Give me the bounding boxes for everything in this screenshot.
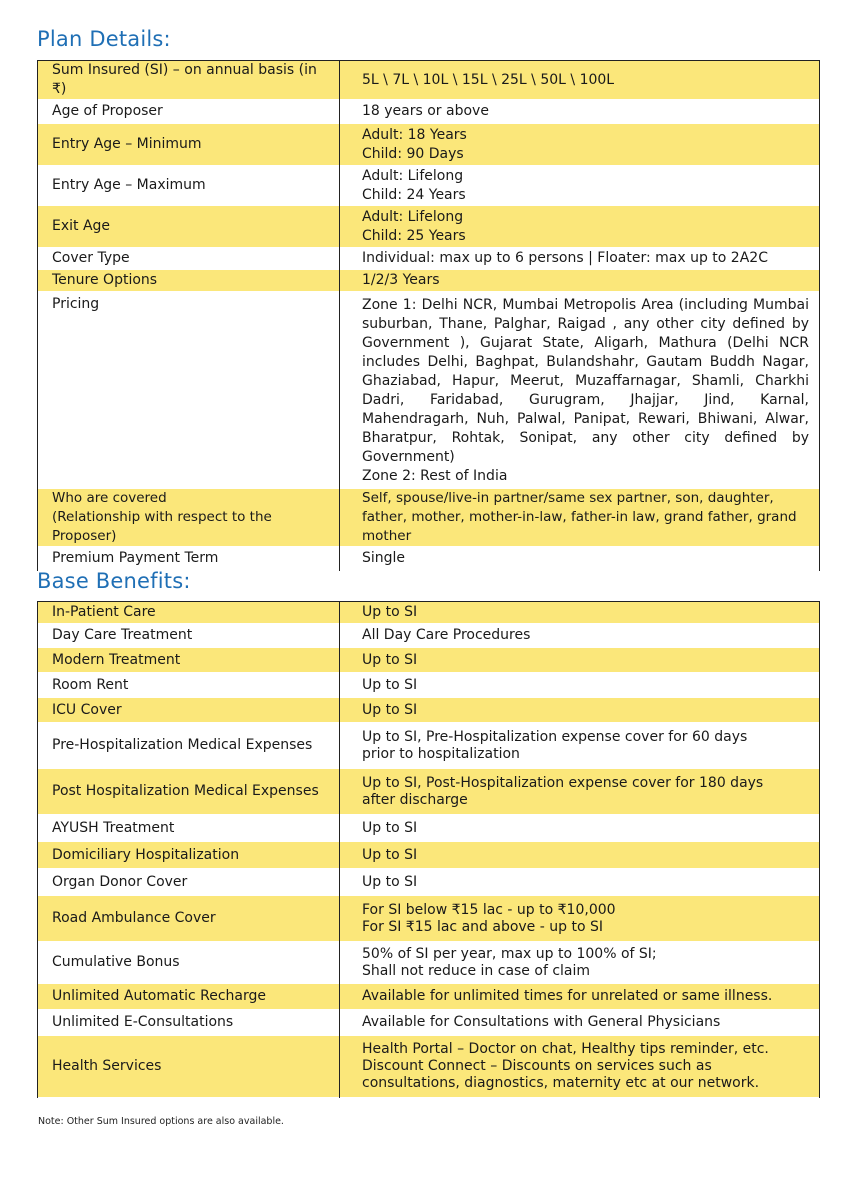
row-label: Road Ambulance Cover [38,896,340,942]
row-label: Premium Payment Term [38,547,340,571]
table-row [38,842,820,869]
table-row [38,942,820,984]
row-label: Cover Type [38,248,340,270]
row-value: Single [340,547,820,571]
row-label: Who are covered (Relationship with respect to the Proposer) [38,489,340,547]
row-value: Individual: max up to 6 persons | Floater: max up to 2A2C [340,248,820,270]
table-row [38,206,820,248]
table-row [38,248,820,270]
table-row [38,815,820,842]
table-row [38,602,820,624]
table-row [38,292,820,489]
row-value: Up to SI [340,869,820,896]
row-label: Room Rent [38,673,340,698]
table-row [38,270,820,292]
row-label: Post Hospitalization Medical Expenses [38,769,340,815]
row-value: Health Portal – Doctor on chat, Healthy tips reminder, etc. Discount Connect – Discounts on services such as consultations, diagnostics, maternity etc at our network. [340,1036,820,1098]
table-row [38,624,820,648]
row-value: Self, spouse/live-in partner/same sex partner, son, daughter, father, mother, mother-in-law, father-in law, grand father, grand mother [340,489,820,547]
row-label: Unlimited Automatic Recharge [38,984,340,1010]
row-label: Day Care Treatment [38,624,340,648]
row-label: Sum Insured (SI) – on annual basis (in ₹) [38,61,340,100]
row-value: Up to SI, Pre-Hospitalization expense cover for 60 days prior to hospitalization [340,723,820,769]
table-row [38,1010,820,1036]
table-row [38,100,820,124]
table-row [38,1036,820,1098]
row-value: Up to SI [340,842,820,869]
row-value: Up to SI [340,648,820,673]
row-value: Adult: 18 Years Child: 90 Days [340,124,820,166]
row-value: Available for Consultations with General Physicians [340,1010,820,1036]
table-row [38,869,820,896]
row-value: Up to SI [340,698,820,723]
row-value: 5L \ 7L \ 10L \ 15L \ 25L \ 50L \ 100L [340,61,820,100]
row-label: Organ Donor Cover [38,869,340,896]
table-row [38,489,820,547]
table-row [38,166,820,206]
table-row [38,723,820,769]
row-label: Unlimited E-Consultations [38,1010,340,1036]
table-row [38,673,820,698]
row-label: Cumulative Bonus [38,942,340,984]
row-label: Age of Proposer [38,100,340,124]
table-row [38,61,820,100]
table-row [38,984,820,1010]
row-label: In-Patient Care [38,602,340,624]
row-value: 1/2/3 Years [340,270,820,292]
table-row [38,769,820,815]
table-row [38,547,820,571]
base-benefits-table [37,601,820,1098]
row-value: Available for unlimited times for unrelated or same illness. [340,984,820,1010]
row-label: AYUSH Treatment [38,815,340,842]
row-label: Pre-Hospitalization Medical Expenses [38,723,340,769]
row-value: Up to SI [340,815,820,842]
footnote: Note: Other Sum Insured options are also available. [38,1116,284,1127]
table-row [38,698,820,723]
base-benefits-heading: Base Benefits: [37,569,191,593]
row-value: Zone 1: Delhi NCR, Mumbai Metropolis Area (including Mumbai suburban, Thane, Palghar, Raigad , any other city defined by Government ), Gujarat State, Aligarh, Mathura (Delhi NCR includes Delhi, Baghpat, Bulandshahr, Gautam Buddh Nagar, Ghaziabad, Hapur, Meerut, Muzaffarnagar, Shamli, Charkhi Dadri, Faridabad, Gurugram, Jhajjar, Jind, Karnal, Mahendragarh, Nuh, Palwal, Panipat, Rewari, Bhiwani, Alwar, Bharatpur, Rohtak, Sonipat, any other city defined by Government) Zone 2: Rest of India [340,292,820,489]
row-label: Pricing [38,292,340,489]
plan-details-heading: Plan Details: [37,27,171,51]
table-row [38,124,820,166]
row-label: Entry Age – Minimum [38,124,340,166]
row-value: 50% of SI per year, max up to 100% of SI; Shall not reduce in case of claim [340,942,820,984]
row-value: Up to SI [340,602,820,624]
row-value: Adult: Lifelong Child: 25 Years [340,206,820,248]
row-value: Adult: Lifelong Child: 24 Years [340,166,820,206]
plan-details-table [37,60,820,571]
row-value: For SI below ₹15 lac - up to ₹10,000 For SI ₹15 lac and above - up to SI [340,896,820,942]
table-row [38,896,820,942]
row-value: All Day Care Procedures [340,624,820,648]
row-value: 18 years or above [340,100,820,124]
row-label: Domiciliary Hospitalization [38,842,340,869]
row-value: Up to SI, Post-Hospitalization expense cover for 180 days after discharge [340,769,820,815]
row-label: Exit Age [38,206,340,248]
row-label: ICU Cover [38,698,340,723]
row-label: Tenure Options [38,270,340,292]
row-label: Modern Treatment [38,648,340,673]
row-label: Health Services [38,1036,340,1098]
row-value: Up to SI [340,673,820,698]
table-row [38,648,820,673]
row-label: Entry Age – Maximum [38,166,340,206]
